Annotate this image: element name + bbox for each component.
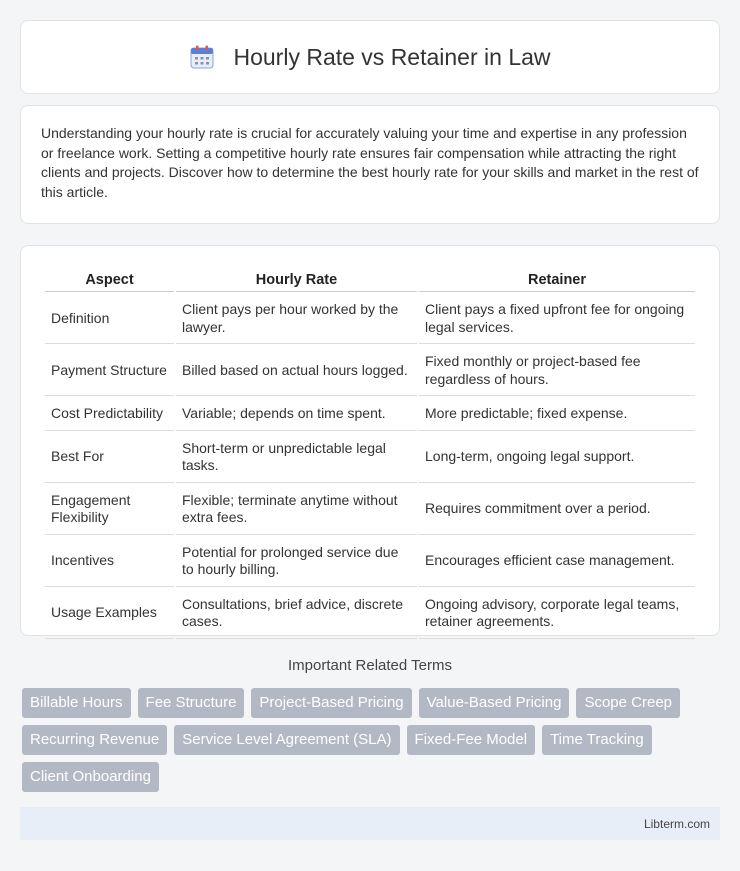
table-row xyxy=(45,589,695,639)
tag-client-onboarding[interactable]: Client Onboarding xyxy=(22,762,159,792)
cell-retainer: More predictable; fixed expense. xyxy=(419,398,695,431)
cell-aspect: Incentives xyxy=(45,537,174,587)
header-aspect: Aspect xyxy=(45,268,174,292)
comparison-table xyxy=(43,266,697,641)
footer xyxy=(20,807,720,840)
cell-hourly: Consultations, brief advice, discrete cases. xyxy=(176,589,417,639)
tag-time-tracking[interactable]: Time Tracking xyxy=(542,725,652,755)
page-title: Hourly Rate vs Retainer in Law xyxy=(233,43,551,70)
cell-retainer: Client pays a fixed upfront fee for ongoing legal services. xyxy=(419,294,695,344)
related-terms-title: Important Related Terms xyxy=(288,657,452,674)
comparison-card xyxy=(20,245,720,636)
cell-hourly: Variable; depends on time spent. xyxy=(176,398,417,431)
tag-fixed-fee-model[interactable]: Fixed-Fee Model xyxy=(407,725,536,755)
cell-aspect: Definition xyxy=(45,294,174,344)
footer-site-link[interactable]: Libterm.com xyxy=(643,816,710,831)
cell-retainer: Requires commitment over a period. xyxy=(419,485,695,535)
cell-retainer: Long-term, ongoing legal support. xyxy=(419,433,695,483)
table-row xyxy=(45,433,695,483)
table-row xyxy=(45,294,695,344)
cell-hourly: Client pays per hour worked by the lawyer. xyxy=(176,294,417,344)
cell-retainer: Encourages efficient case management. xyxy=(419,537,695,587)
tag-project-based-pricing[interactable]: Project-Based Pricing xyxy=(251,688,411,718)
tag-billable-hours[interactable]: Billable Hours xyxy=(22,688,131,718)
cell-hourly: Short-term or unpredictable legal tasks. xyxy=(176,433,417,483)
related-terms-list xyxy=(22,688,722,792)
intro-text: Understanding your hourly rate is crucial for accurately valuing your time and expertise in any profession or freelance work. Setting a competitive hourly rate ensures fair compensation while attracting the right clients and projects. Discover how to determine the best hourly rate for your skills and market in the rest of this article. xyxy=(41,125,699,200)
cell-retainer: Ongoing advisory, corporate legal teams, retainer agreements. xyxy=(419,589,695,639)
table-row xyxy=(45,485,695,535)
table-row xyxy=(45,346,695,396)
cell-hourly: Billed based on actual hours logged. xyxy=(176,346,417,396)
tag-recurring-revenue[interactable]: Recurring Revenue xyxy=(22,725,167,755)
tag-service-level-agreement[interactable]: Service Level Agreement (SLA) xyxy=(174,725,399,755)
cell-aspect: Cost Predictability xyxy=(45,398,174,431)
cell-aspect: Engagement Flexibility xyxy=(45,485,174,535)
table-row xyxy=(45,537,695,587)
tag-fee-structure[interactable]: Fee Structure xyxy=(138,688,245,718)
cell-hourly: Potential for prolonged service due to hourly billing. xyxy=(176,537,417,587)
header-hourly-rate: Hourly Rate xyxy=(176,268,417,292)
intro-card xyxy=(20,105,720,224)
calendar-icon xyxy=(189,44,215,70)
table-row xyxy=(45,398,695,431)
cell-aspect: Usage Examples xyxy=(45,589,174,639)
header-retainer: Retainer xyxy=(419,268,695,292)
tag-value-based-pricing[interactable]: Value-Based Pricing xyxy=(419,688,570,718)
cell-aspect: Best For xyxy=(45,433,174,483)
cell-aspect: Payment Structure xyxy=(45,346,174,396)
tag-scope-creep[interactable]: Scope Creep xyxy=(576,688,680,718)
cell-hourly: Flexible; terminate anytime without extra fees. xyxy=(176,485,417,535)
header-card xyxy=(20,20,720,94)
cell-retainer: Fixed monthly or project-based fee regardless of hours. xyxy=(419,346,695,396)
